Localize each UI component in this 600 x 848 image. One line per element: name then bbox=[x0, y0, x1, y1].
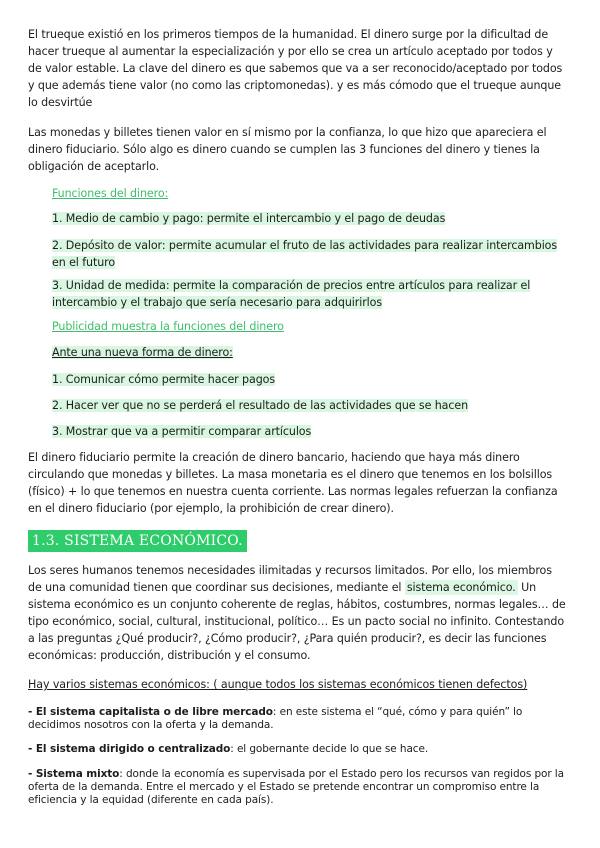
paragraph-fiduciario: El dinero fiduciario permite la creación de dinero bancario, haciendo que haya más dinero circulando que monedas y billetes. La masa monetaria es el dinero que tenemos en los bolsillos (físico) + lo que tenemos en nuestra cuenta corriente. Las normas legales refuerzan la confianza en el dinero fiduciario (por ejemplo, la prohibición de crear dinero). bbox=[28, 451, 558, 515]
sistema-capitalista-text: : en este sistema el “qué, cómo y para quién” lo decidimos nosotros con la oferta y la demanda. bbox=[28, 706, 523, 731]
sistema-capitalista-label: - El sistema capitalista o de libre mercado bbox=[28, 706, 273, 718]
sistema-capitalista bbox=[28, 706, 568, 732]
nueva-forma-title-text: Ante una nueva forma de dinero: bbox=[52, 346, 233, 359]
varios-sistemas-text: Hay varios sistemas económicos: ( aunque todos los sistemas económicos tienen defectos) bbox=[28, 678, 528, 691]
publicidad-title-text: Publicidad muestra la funciones del dinero bbox=[52, 320, 284, 333]
nueva-item-2 bbox=[52, 397, 564, 414]
sistema-dirigido-label: - El sistema dirigido o centralizado bbox=[28, 743, 231, 755]
funcion-1-text: 1. Medio de cambio y pago: permite el intercambio y el pago de deudas bbox=[52, 212, 446, 225]
nueva-item-3-text: 3. Mostrar que va a permitir comparar artículos bbox=[52, 425, 312, 438]
sistema-mixto-label: - Sistema mixto bbox=[28, 768, 120, 780]
nueva-item-1-text: 1. Comunicar cómo permite hacer pagos bbox=[52, 373, 276, 386]
paragraph-monedas: Las monedas y billetes tienen valor en sí mismo por la confianza, lo que hizo que apareciera el dinero fiduciario. Sólo algo es dinero cuando se cumplen las 3 funciones del dinero y tienes la obligación de aceptarlo. bbox=[28, 126, 547, 173]
nueva-item-3 bbox=[52, 423, 564, 440]
sistema-dirigido-text: : el gobernante decide lo que se hace. bbox=[230, 743, 429, 755]
section-heading: 1.3. SISTEMA ECONÓMICO. bbox=[28, 530, 247, 552]
funcion-1 bbox=[52, 210, 564, 227]
nueva-item-1 bbox=[52, 371, 564, 388]
sistema-text-b: Un sistema económico es un conjunto coherente de reglas, hábitos, costumbres, normas legales… de tipo económico, social, cultural, institucional, político… Es un pacto social no infinito. Contestando a las preguntas ¿Qué producir?, ¿Cómo producir?, ¿Para quién producir?, es decir las funciones económicas: producción, distribución y el consumo. bbox=[28, 581, 566, 662]
funcion-3-text: 3. Unidad de medida: permite la comparación de precios entre artículos para realizar el intercambio y el trabajo que sería necesario para adquirirlos bbox=[52, 279, 531, 309]
sistema-mixto-text: : donde la economía es supervisada por el Estado pero los recursos van regidos por la oferta de la demanda. Entre el mercado y el Estado se pretende encontrar un compromiso entre la eficiencia y la equidad (diferente en cada país). bbox=[28, 768, 564, 806]
paragraph-sistema bbox=[28, 562, 568, 664]
funciones-title bbox=[52, 185, 564, 202]
sistema-highlight: sistema económico. bbox=[406, 581, 516, 594]
varios-sistemas-title bbox=[28, 676, 568, 693]
sistema-dirigido bbox=[28, 743, 568, 756]
funciones-title-text: Funciones del dinero: bbox=[52, 187, 169, 200]
publicidad-title bbox=[52, 318, 564, 335]
funcion-2 bbox=[52, 237, 564, 271]
sistema-text-a: Los seres humanos tenemos necesidades ilimitadas y recursos limitados. Por ello, los miembros de una comunidad tienen que coordinar sus decisiones, mediante el bbox=[28, 564, 552, 594]
funcion-2-text: 2. Depósito de valor: permite acumular el fruto de las actividades para realizar intercambios en el futuro bbox=[52, 239, 558, 269]
nueva-forma-title bbox=[52, 344, 564, 361]
paragraph-trueque: El trueque existió en los primeros tiempos de la humanidad. El dinero surge por la dificultad de hacer trueque al aumentar la especialización y por ello se crea un artículo aceptado por todos y de valor estable. La clave del dinero es que sabemos que va a ser reconocido/aceptado por todos y que además tiene valor (no como las criptomonedas). y es más cómodo que el trueque aunque lo desvirtúe bbox=[28, 28, 563, 109]
sistema-mixto bbox=[28, 768, 568, 807]
nueva-item-2-text: 2. Hacer ver que no se perderá el resultado de las actividades que se hacen bbox=[52, 399, 469, 412]
funcion-3 bbox=[52, 277, 564, 311]
